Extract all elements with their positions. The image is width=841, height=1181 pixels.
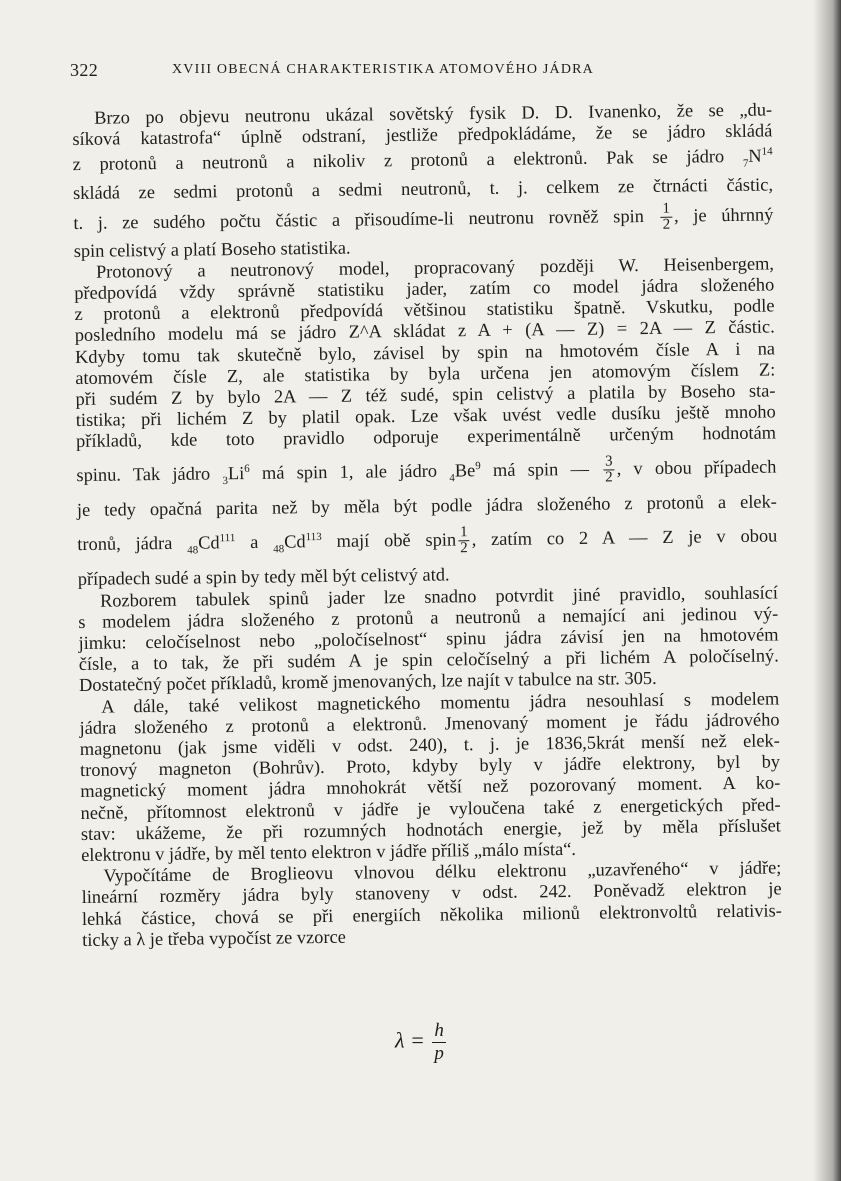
text-line: tistika; při lichém Z by platil opak. Lze však uvést vedle dusíku ještě mnoho bbox=[75, 401, 776, 431]
text-line: čísle, a to tak, že při sudém A je spin celočíselný a při lichém A poločíselný. bbox=[78, 645, 779, 675]
page-number: 322 bbox=[70, 60, 99, 80]
de-broglie-formula bbox=[395, 1020, 448, 1065]
lithium-symbol: Li bbox=[227, 462, 245, 483]
beryllium-symbol: Be bbox=[454, 459, 476, 481]
text-line: Kdyby tomu tak skutečně bylo, závisel by spin na hmotovém čísle A i na bbox=[74, 338, 776, 367]
text-line: posledního modelu má se jádro Z^A skládat z A + (A — Z) = 2A — Z částic. bbox=[74, 316, 775, 346]
text-line: případech sudé a spin by tedy měl být celistvý atd. bbox=[77, 564, 450, 590]
text-line: jimku: celočíselnost nebo „poločíselnost“ spinu jádra závisí jen na hmotovém bbox=[78, 624, 779, 654]
text-line: magnetonu (jak jsme viděli v odst. 240), t. j. je 1836,5krát menší než elek- bbox=[79, 730, 780, 760]
page-edge-shadow bbox=[813, 0, 841, 1181]
nitrogen-mass-number: 14 bbox=[761, 145, 773, 158]
text-line: A dále, také velikost magnetického momentu jádra nesouhlasí s modelem bbox=[101, 688, 780, 717]
text-line: lineární rozměry jádra byly stanoveny v odst. 242. Poněvadž elektron je bbox=[81, 878, 782, 908]
text-line: spin celistvý a platí Boseho statistika. bbox=[73, 237, 351, 261]
paragraph-ivanenko bbox=[72, 99, 774, 261]
text-line: elektronu v jádře, by měl tento elektron v jádře příliš „málo místa“. bbox=[81, 838, 577, 866]
paragraph-de-broglie bbox=[81, 858, 782, 951]
text-line: Dostatečný počet příkladů, kromě jmenovaných, lze najít v tabulce na str. 305. bbox=[78, 668, 657, 696]
text-line: jádra složeného z protonů a elektronů. Jmenovaný moment je řádu jádrového bbox=[79, 709, 780, 738]
nitrogen-atomic-number: 7 bbox=[742, 157, 749, 171]
fraction-three-halves: $\frac{3}{2}$ bbox=[604, 453, 613, 486]
text-line: Brzo po objevu neutronu ukázal sovětský fysik D. D. Ivanenko, že se „du- bbox=[93, 99, 773, 128]
text-line: magnetický moment jádra mnohokrát větší než pozorovaný moment. A ko- bbox=[80, 772, 781, 802]
fraction-half-cadmium: $\frac{1}{2}$ bbox=[459, 524, 468, 557]
text-line: lehká částice, chová se při energiích několika milionů elektronvoltů relativis- bbox=[81, 900, 782, 929]
cadmium-111-symbol: Cd bbox=[198, 531, 220, 553]
text-line: Rozborem tabulek spinů jader lze snadno potvrdit jiné pravidlo, souhlasící bbox=[99, 582, 779, 611]
text-line: tronů, jádra $_{48}Cd^{111}$ a $_{48}Cd^{113}$ mají obě spin $\frac{1}{2}$ , zatím co 2 A — Z je v obou bbox=[77, 524, 778, 557]
paragraph-heisenberg-model bbox=[74, 253, 778, 590]
text-line: příkladů, kde toto pravidlo odporuje experimentálně určeným hodnotám bbox=[75, 422, 777, 452]
fraction-half: $\frac{1}{2}$ bbox=[662, 200, 671, 233]
text-line: ticky a λ je třeba vypočíst ze vzorce bbox=[82, 926, 346, 950]
text-line: s modelem jádra složeného z protonů a neutronů a nemající ani jedinou vý- bbox=[78, 603, 779, 632]
formula-lhs: λ = bbox=[395, 1027, 425, 1053]
paragraph-magnetic-moment bbox=[79, 688, 781, 866]
text-line: spinu. Tak jádro $_3Li^6$ má spin 1, ale jádro $_4Be^9$ má spin — $\frac{3}{2}$ , v obou případech bbox=[76, 453, 777, 487]
text-line: nečně, přítomnost elektronů v jádře je vyloučena také z energetických před- bbox=[80, 794, 781, 823]
text-line: Vypočítáme de Broglieovu vlnovou délku elektronu „uzavřeného“ v jádře; bbox=[103, 857, 782, 886]
text-line: tronový magneton (Bohrův). Proto, kdyby byly v jádře elektrony, byl by bbox=[79, 751, 781, 781]
formula-fraction: $\frac{h}{p}$ bbox=[434, 1020, 444, 1064]
paragraph-spin-rule bbox=[78, 582, 779, 697]
text-line: je tedy opačná parita než by měla být podle jádra složeného z protonů a elek- bbox=[76, 491, 777, 521]
running-title: XVIII OBECNÁ CHARAKTERISTIKA ATOMOVÉHO JÁDRA bbox=[172, 62, 594, 77]
text-line: Protonový a neutronový model, propracovaný později W. Heisenbergem, bbox=[95, 253, 775, 282]
cadmium-113-symbol: Cd bbox=[284, 530, 306, 552]
text-line: předpovídá vždy správně statistiku jader, zatím co model jádra složeného bbox=[74, 274, 775, 304]
text-line: z protonů a elektronů předpovídá většinou statistiku špatně. Vskutku, podle bbox=[74, 295, 775, 325]
text-line: z protonů a neutronů a nikoliv z protonů a elektronů. Pak se jádro $_7N^{14}$ bbox=[72, 145, 773, 175]
nitrogen-symbol: N bbox=[748, 146, 762, 167]
text-line: síková katastrofa“ úplně odstraní, jestliže předpokládáme, že se jádro skládá bbox=[72, 120, 773, 150]
body-text bbox=[72, 99, 782, 951]
text-line: atomovém čísle Z, ale statistika by byla určena jen atomovým číslem Z: bbox=[75, 359, 776, 388]
text-line: skládá ze sedmi protonů a sedmi neutronů, t. j. celkem ze čtrnácti částic, bbox=[72, 174, 774, 204]
text-line: t. j. ze sudého počtu částic a přisoudíme-li neutronu rovněž spin $\frac{1}{2}$ , je úhrnný bbox=[73, 200, 774, 233]
text-line: stav: ukážeme, že při rozumných hodnotách energie, jež by měla příslušet bbox=[80, 815, 781, 844]
text-line: při sudém Z by bylo 2A — Z též sudé, spin celistvý a platila by Boseho sta- bbox=[75, 380, 776, 410]
